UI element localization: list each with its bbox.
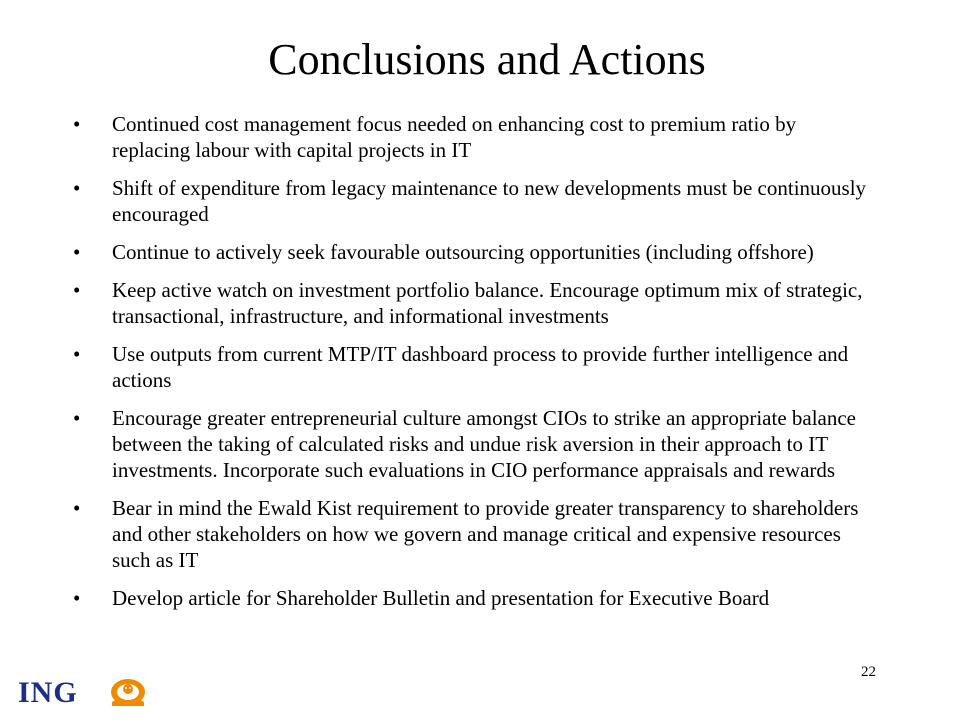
- bullet-text: Encourage greater entrepreneurial culture amongst CIOs to strike an appropriate balance between the taking of calculated risks and undue risk aversion in their approach to IT investments. Incorporate such evaluations in CIO performance appraisals and rewards: [112, 406, 857, 482]
- bullet-item-6: [68, 405, 868, 483]
- page-number: 22: [861, 664, 876, 680]
- bullet-text: Bear in mind the Ewald Kist requirement to provide greater transparency to shareholders and other stakeholders on how we govern and manage critical and expensive resources such as IT: [112, 496, 859, 572]
- bullet-item-2: [68, 175, 868, 227]
- bullet-text: Keep active watch on investment portfolio balance. Encourage optimum mix of strategic, transactional, infrastructure, and informational investments: [112, 278, 863, 328]
- bullet-mark: •: [73, 176, 81, 200]
- bullet-item-7: [68, 495, 868, 573]
- bullet-mark: •: [73, 240, 81, 264]
- bullet-item-3: [68, 239, 868, 265]
- bullet-text: Continued cost management focus needed on enhancing cost to premium ratio by replacing labour with capital projects in IT: [112, 112, 797, 162]
- ing-logo-text: ING: [18, 676, 78, 709]
- ing-logo: [16, 672, 156, 712]
- bullet-item-8: [68, 585, 868, 611]
- bullet-mark: •: [73, 278, 81, 302]
- bullet-text: Use outputs from current MTP/IT dashboard process to provide further intelligence and actions: [112, 342, 849, 392]
- bullet-item-4: [68, 277, 868, 329]
- bullet-list: [68, 111, 868, 623]
- ing-logo-graphic: [16, 672, 156, 712]
- lion-icon: [111, 679, 145, 706]
- bullet-mark: •: [73, 586, 81, 610]
- bullet-mark: •: [73, 496, 81, 520]
- bullet-item-5: [68, 341, 868, 393]
- bullet-mark: •: [73, 342, 81, 366]
- bullet-text: Continue to actively seek favourable outsourcing opportunities (including offshore): [112, 240, 814, 264]
- bullet-mark: •: [73, 112, 81, 136]
- bullet-mark: •: [73, 406, 81, 430]
- bullet-text: Develop article for Shareholder Bulletin and presentation for Executive Board: [112, 586, 770, 610]
- slide-title: Conclusions and Actions: [268, 35, 706, 84]
- bullet-item-1: [68, 111, 868, 163]
- bullet-text: Shift of expenditure from legacy maintenance to new developments must be continuously encouraged: [112, 176, 867, 226]
